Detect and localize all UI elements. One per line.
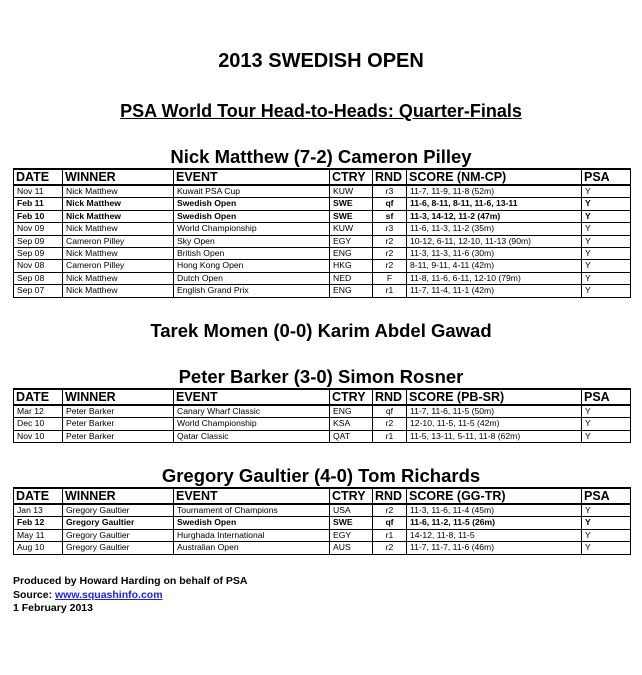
table-row	[14, 430, 631, 442]
cell-date: Nov 09	[14, 223, 63, 235]
table-row	[14, 272, 631, 284]
cell-psa: Y	[582, 529, 631, 541]
cell-date: Mar 12	[14, 405, 63, 418]
cell-psa: Y	[582, 248, 631, 260]
head-to-head-table	[13, 388, 631, 443]
cell-winner: Gregory Gaultier	[63, 542, 174, 554]
table-row	[14, 405, 631, 418]
cell-rnd: r1	[373, 285, 407, 297]
cell-ctry: KSA	[330, 418, 373, 430]
cell-date: Nov 11	[14, 185, 63, 198]
cell-date: Sep 09	[14, 235, 63, 247]
column-header: RND	[373, 169, 407, 185]
cell-winner: Nick Matthew	[63, 285, 174, 297]
cell-date: Jan 13	[14, 504, 63, 517]
cell-event: Canary Wharf Classic	[174, 405, 330, 418]
table-row	[14, 235, 631, 247]
head-to-head-table	[13, 487, 631, 555]
cell-winner: Nick Matthew	[63, 198, 174, 210]
cell-event: Swedish Open	[174, 198, 330, 210]
cell-event: Tournament of Champions	[174, 504, 330, 517]
publish-date: 1 February 2013	[13, 602, 93, 614]
cell-winner: Nick Matthew	[63, 248, 174, 260]
cell-psa: Y	[582, 430, 631, 442]
cell-score: 11-3, 11-3, 11-6 (30m)	[407, 248, 582, 260]
cell-event: Kuwait PSA Cup	[174, 185, 330, 198]
cell-score: 12-10, 11-5, 11-5 (42m)	[407, 418, 582, 430]
cell-date: Feb 10	[14, 210, 63, 222]
cell-date: Dec 10	[14, 418, 63, 430]
column-header: SCORE (PB-SR)	[407, 389, 582, 405]
cell-ctry: ENG	[330, 405, 373, 418]
cell-score: 11-7, 11-6, 11-5 (50m)	[407, 405, 582, 418]
source-link[interactable]: www.squashinfo.com	[55, 588, 163, 601]
column-header: WINNER	[63, 389, 174, 405]
cell-score: 8-11, 9-11, 4-11 (42m)	[407, 260, 582, 272]
cell-date: Aug 10	[14, 542, 63, 554]
section-heading: Gregory Gaultier (4-0) Tom Richards	[161, 465, 481, 486]
table-row	[14, 517, 631, 529]
table-header-row	[14, 488, 631, 504]
cell-winner: Peter Barker	[63, 405, 174, 418]
column-header: SCORE (GG-TR)	[407, 488, 582, 504]
cell-date: Sep 07	[14, 285, 63, 297]
table-row	[14, 285, 631, 297]
cell-rnd: F	[373, 272, 407, 284]
cell-rnd: qf	[373, 198, 407, 210]
table-row	[14, 210, 631, 222]
cell-event: Hong Kong Open	[174, 260, 330, 272]
column-header: PSA	[582, 169, 631, 185]
column-header: SCORE (NM-CP)	[407, 169, 582, 185]
table-row	[14, 529, 631, 541]
table-header-row	[14, 389, 631, 405]
source-line	[13, 589, 248, 603]
table-row	[14, 248, 631, 260]
cell-ctry: USA	[330, 504, 373, 517]
cell-score: 11-7, 11-9, 11-8 (52m)	[407, 185, 582, 198]
cell-psa: Y	[582, 185, 631, 198]
source-label: Source:	[13, 588, 56, 601]
cell-event: World Championship	[174, 223, 330, 235]
cell-ctry: KUW	[330, 185, 373, 198]
cell-rnd: r1	[373, 430, 407, 442]
cell-score: 11-6, 11-3, 11-2 (35m)	[407, 223, 582, 235]
table-row	[14, 504, 631, 517]
cell-date: Sep 08	[14, 272, 63, 284]
cell-event: Swedish Open	[174, 210, 330, 222]
cell-date: Nov 08	[14, 260, 63, 272]
column-header: DATE	[14, 389, 63, 405]
cell-score: 11-5, 13-11, 5-11, 11-8 (62m)	[407, 430, 582, 442]
cell-psa: Y	[582, 235, 631, 247]
column-header: CTRY	[330, 488, 373, 504]
cell-rnd: qf	[373, 405, 407, 418]
cell-rnd: r1	[373, 529, 407, 541]
cell-score: 11-7, 11-7, 11-6 (46m)	[407, 542, 582, 554]
cell-winner: Gregory Gaultier	[63, 504, 174, 517]
cell-event: World Championship	[174, 418, 330, 430]
cell-winner: Peter Barker	[63, 430, 174, 442]
cell-winner: Peter Barker	[63, 418, 174, 430]
section-heading: Peter Barker (3-0) Simon Rosner	[178, 366, 464, 387]
cell-psa: Y	[582, 504, 631, 517]
cell-psa: Y	[582, 198, 631, 210]
cell-event: Australian Open	[174, 542, 330, 554]
table-row	[14, 198, 631, 210]
cell-rnd: r2	[373, 542, 407, 554]
section-heading: Tarek Momen (0-0) Karim Abdel Gawad	[150, 320, 492, 341]
column-header: CTRY	[330, 169, 373, 185]
column-header: EVENT	[174, 169, 330, 185]
table-row	[14, 185, 631, 198]
cell-rnd: sf	[373, 210, 407, 222]
cell-score: 10-12, 6-11, 12-10, 11-13 (90m)	[407, 235, 582, 247]
cell-ctry: QAT	[330, 430, 373, 442]
cell-ctry: SWE	[330, 517, 373, 529]
cell-winner: Gregory Gaultier	[63, 517, 174, 529]
cell-psa: Y	[582, 517, 631, 529]
cell-event: English Grand Prix	[174, 285, 330, 297]
cell-winner: Gregory Gaultier	[63, 529, 174, 541]
cell-winner: Cameron Pilley	[63, 260, 174, 272]
cell-event: Sky Open	[174, 235, 330, 247]
cell-winner: Cameron Pilley	[63, 235, 174, 247]
cell-rnd: r2	[373, 260, 407, 272]
table-header-row	[14, 169, 631, 185]
cell-ctry: KUW	[330, 223, 373, 235]
cell-date: May 11	[14, 529, 63, 541]
cell-rnd: r3	[373, 185, 407, 198]
footer	[13, 575, 248, 616]
cell-rnd: r2	[373, 235, 407, 247]
table-row	[14, 223, 631, 235]
column-header: WINNER	[63, 169, 174, 185]
column-header: PSA	[582, 488, 631, 504]
head-to-head-table	[13, 168, 631, 298]
cell-psa: Y	[582, 542, 631, 554]
produced-by: Produced by Howard Harding on behalf of PSA	[13, 575, 248, 587]
cell-rnd: qf	[373, 517, 407, 529]
cell-ctry: SWE	[330, 198, 373, 210]
cell-winner: Nick Matthew	[63, 210, 174, 222]
column-header: EVENT	[174, 488, 330, 504]
table-row	[14, 542, 631, 554]
table-row	[14, 260, 631, 272]
cell-winner: Nick Matthew	[63, 185, 174, 198]
column-header: RND	[373, 488, 407, 504]
cell-rnd: r2	[373, 418, 407, 430]
cell-winner: Nick Matthew	[63, 272, 174, 284]
cell-ctry: AUS	[330, 542, 373, 554]
cell-rnd: r2	[373, 504, 407, 517]
cell-psa: Y	[582, 223, 631, 235]
cell-ctry: HKG	[330, 260, 373, 272]
section-heading: Nick Matthew (7-2) Cameron Pilley	[170, 146, 472, 167]
cell-psa: Y	[582, 418, 631, 430]
cell-ctry: EGY	[330, 529, 373, 541]
cell-ctry: ENG	[330, 285, 373, 297]
column-header: WINNER	[63, 488, 174, 504]
cell-ctry: NED	[330, 272, 373, 284]
cell-event: Swedish Open	[174, 517, 330, 529]
document-subtitle: PSA World Tour Head-to-Heads: Quarter-Finals	[120, 101, 522, 121]
cell-psa: Y	[582, 405, 631, 418]
cell-event: Hurghada International	[174, 529, 330, 541]
cell-psa: Y	[582, 285, 631, 297]
cell-score: 11-7, 11-4, 11-1 (42m)	[407, 285, 582, 297]
cell-score: 11-3, 11-6, 11-4 (45m)	[407, 504, 582, 517]
table-row	[14, 418, 631, 430]
cell-score: 11-3, 14-12, 11-2 (47m)	[407, 210, 582, 222]
cell-score: 14-12, 11-8, 11-5	[407, 529, 582, 541]
cell-date: Feb 11	[14, 198, 63, 210]
column-header: PSA	[582, 389, 631, 405]
cell-ctry: ENG	[330, 248, 373, 260]
column-header: DATE	[14, 169, 63, 185]
cell-score: 11-6, 8-11, 8-11, 11-6, 13-11	[407, 198, 582, 210]
cell-rnd: r3	[373, 223, 407, 235]
cell-score: 11-8, 11-6, 6-11, 12-10 (79m)	[407, 272, 582, 284]
column-header: RND	[373, 389, 407, 405]
cell-ctry: EGY	[330, 235, 373, 247]
cell-score: 11-6, 11-2, 11-5 (26m)	[407, 517, 582, 529]
cell-psa: Y	[582, 260, 631, 272]
cell-event: British Open	[174, 248, 330, 260]
cell-ctry: SWE	[330, 210, 373, 222]
cell-event: Qatar Classic	[174, 430, 330, 442]
cell-psa: Y	[582, 210, 631, 222]
cell-winner: Nick Matthew	[63, 223, 174, 235]
cell-date: Feb 12	[14, 517, 63, 529]
document-title: 2013 SWEDISH OPEN	[218, 50, 424, 72]
column-header: DATE	[14, 488, 63, 504]
cell-rnd: r2	[373, 248, 407, 260]
cell-date: Sep 09	[14, 248, 63, 260]
cell-event: Dutch Open	[174, 272, 330, 284]
cell-date: Nov 10	[14, 430, 63, 442]
column-header: CTRY	[330, 389, 373, 405]
column-header: EVENT	[174, 389, 330, 405]
cell-psa: Y	[582, 272, 631, 284]
